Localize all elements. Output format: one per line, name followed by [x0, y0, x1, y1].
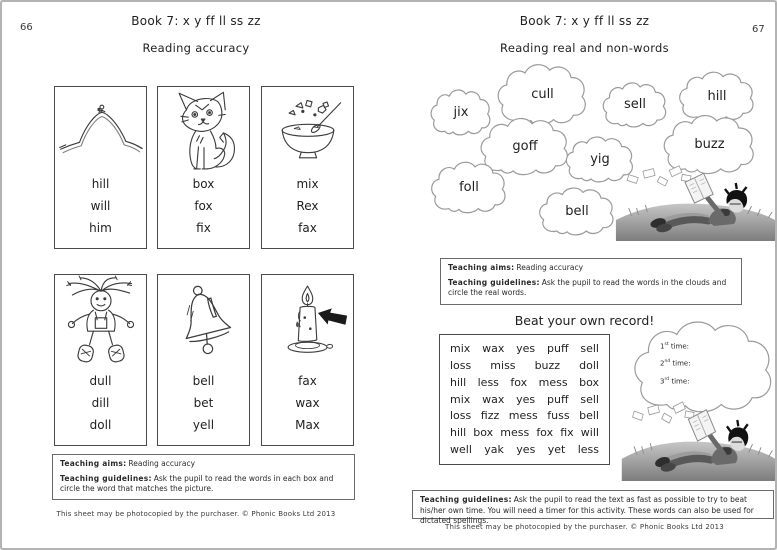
grid-word: bell [579, 409, 599, 423]
section-subtitle-right: Reading real and non-words [500, 41, 669, 55]
grid-word: fox [510, 375, 528, 389]
grid-word: yet [547, 443, 566, 457]
grid-word: mess [508, 409, 538, 423]
cloud-word: yig [590, 151, 610, 167]
word-grid-row [450, 343, 599, 355]
grid-word: well [450, 443, 472, 457]
word-box-doll [54, 274, 147, 446]
box-word: hill [91, 177, 110, 191]
box-word: fix [196, 221, 211, 235]
box-word: fax [298, 221, 317, 235]
teaching-box-bottom [412, 490, 774, 526]
word-grid-row [450, 444, 599, 456]
grid-word: yes [516, 443, 536, 457]
teaching-aims-line [60, 459, 347, 470]
box-word: doll [89, 418, 112, 432]
grid-word: will [580, 426, 599, 440]
cloud-word: cull [531, 86, 554, 102]
grid-word: less [577, 443, 599, 457]
grid-word: fuss [547, 409, 570, 423]
book-title-right: Book 7: x y ff ll ss zz [519, 14, 650, 28]
teaching-aims-text: Reading accuracy [516, 263, 584, 272]
box-word: wax [295, 396, 320, 410]
time-slot-2: 2nd time: [660, 359, 691, 368]
teaching-guidelines-label: Teaching guidelines: [420, 495, 512, 504]
teaching-guidelines-label: Teaching guidelines: [60, 473, 152, 483]
grid-word: miss [490, 358, 516, 372]
grid-word: yak [484, 443, 504, 457]
record-heading: Beat your own record! [514, 313, 655, 328]
time-slot-3: 3rd time: [660, 376, 690, 385]
cloud-word: bell [565, 203, 589, 219]
box-word: yell [192, 418, 215, 432]
doll-icon [55, 275, 146, 374]
word-box-mix [261, 86, 354, 249]
grid-word: buzz [534, 358, 561, 372]
grid-word: wax [482, 341, 505, 355]
teaching-guidelines-text: Ask the pupil to read the words in the clouds and circle the real words. [448, 277, 727, 298]
cloud-word: goff [512, 138, 538, 154]
teaching-guidelines-line [448, 278, 734, 299]
teaching-aims-label: Teaching aims: [448, 263, 515, 272]
grid-word: sell [580, 392, 599, 406]
book-title-left: Book 7: x y ff ll ss zz [131, 14, 261, 28]
box-word: dull [89, 374, 112, 388]
cloud-word: jix [453, 104, 469, 120]
cloud-word: hill [707, 88, 727, 104]
cloud-word: sell [624, 97, 646, 112]
grid-word: less [477, 375, 499, 389]
page-number-left: 66 [20, 22, 33, 33]
hill-icon [55, 87, 146, 177]
cloud-word: foll [459, 179, 479, 195]
teaching-guidelines-text: Ask the pupil to read the words in each box and circle the word that matches the picture. [60, 473, 334, 494]
times-lines [630, 318, 777, 385]
grid-word: hill [450, 426, 467, 440]
box-word: dill [91, 396, 110, 410]
word-grid-row [450, 394, 599, 406]
teaching-guidelines-text: Ask the pupil to read the text as fast as possible to try to beat his/her own time. You will need a timer for this activity. These words can also be used for dictated spellings. [420, 495, 754, 526]
time-slot-1: 1st time: [660, 342, 689, 351]
box-word: will [90, 199, 111, 213]
grid-word: mess [500, 426, 530, 440]
box-word: bet [193, 396, 214, 410]
teaching-box-right [440, 258, 742, 305]
word-grid-row [450, 427, 599, 439]
grid-word: loss [450, 358, 472, 372]
word-grid-row [450, 360, 599, 372]
grid-word: box [473, 426, 494, 440]
grid-word: box [579, 375, 599, 389]
grid-word: sell [580, 341, 599, 355]
grid-word: puff [546, 341, 569, 355]
bell-icon [158, 275, 249, 374]
box-word: him [89, 221, 112, 235]
mixing-bowl-icon [262, 87, 353, 177]
grid-word: fix [560, 426, 574, 440]
word-grid-row [450, 377, 599, 389]
word-cloud-bell [537, 186, 617, 236]
word-box-hill [54, 86, 147, 249]
grid-word: puff [546, 392, 569, 406]
teaching-aims-line [448, 263, 734, 274]
grid-word: fox [536, 426, 554, 440]
page-number-right: 67 [752, 24, 765, 35]
grid-word: mix [450, 392, 471, 406]
grid-word: yes [516, 392, 536, 406]
boy-reading-illustration [612, 164, 777, 242]
grid-word: wax [482, 392, 505, 406]
teaching-box-left [52, 454, 355, 500]
word-grid-row [450, 410, 599, 422]
arrow-icon [315, 305, 348, 329]
teaching-aims-text: Reading accuracy [128, 459, 196, 468]
word-cloud-foll [429, 160, 509, 214]
cloud-word: buzz [694, 136, 725, 152]
word-box-bell [157, 274, 250, 446]
box-word: Rex [296, 199, 319, 213]
word-cloud-sell [601, 81, 669, 128]
grid-word: doll [579, 358, 599, 372]
candle-wax-icon [262, 275, 353, 374]
grid-word: loss [450, 409, 472, 423]
teaching-guidelines-label: Teaching guidelines: [448, 277, 540, 287]
section-subtitle-left: Reading accuracy [142, 41, 250, 55]
teaching-aims-label: Teaching aims: [60, 459, 127, 468]
box-word: fox [194, 199, 213, 213]
grid-word: mess [538, 375, 568, 389]
grid-word: fizz [480, 409, 500, 423]
grid-word: yes [516, 341, 536, 355]
grid-word: mix [450, 341, 471, 355]
word-grid [439, 334, 610, 465]
box-word: Max [295, 418, 320, 432]
box-word: mix [296, 177, 319, 191]
box-word: bell [192, 374, 215, 388]
copyright-footer-left: This sheet may be photocopied by the purchaser. © Phonic Books Ltd 2013 [56, 510, 336, 518]
copyright-footer-right: This sheet may be photocopied by the purchaser. © Phonic Books Ltd 2013 [445, 523, 724, 531]
teaching-guidelines-line [60, 474, 347, 495]
boy-reading-illustration [618, 400, 777, 482]
grid-word: hill [450, 375, 467, 389]
word-box-wax [261, 274, 354, 446]
word-box-fox [157, 86, 250, 249]
fox-icon [158, 87, 249, 177]
box-word: fax [298, 374, 317, 388]
box-word: box [192, 177, 215, 191]
